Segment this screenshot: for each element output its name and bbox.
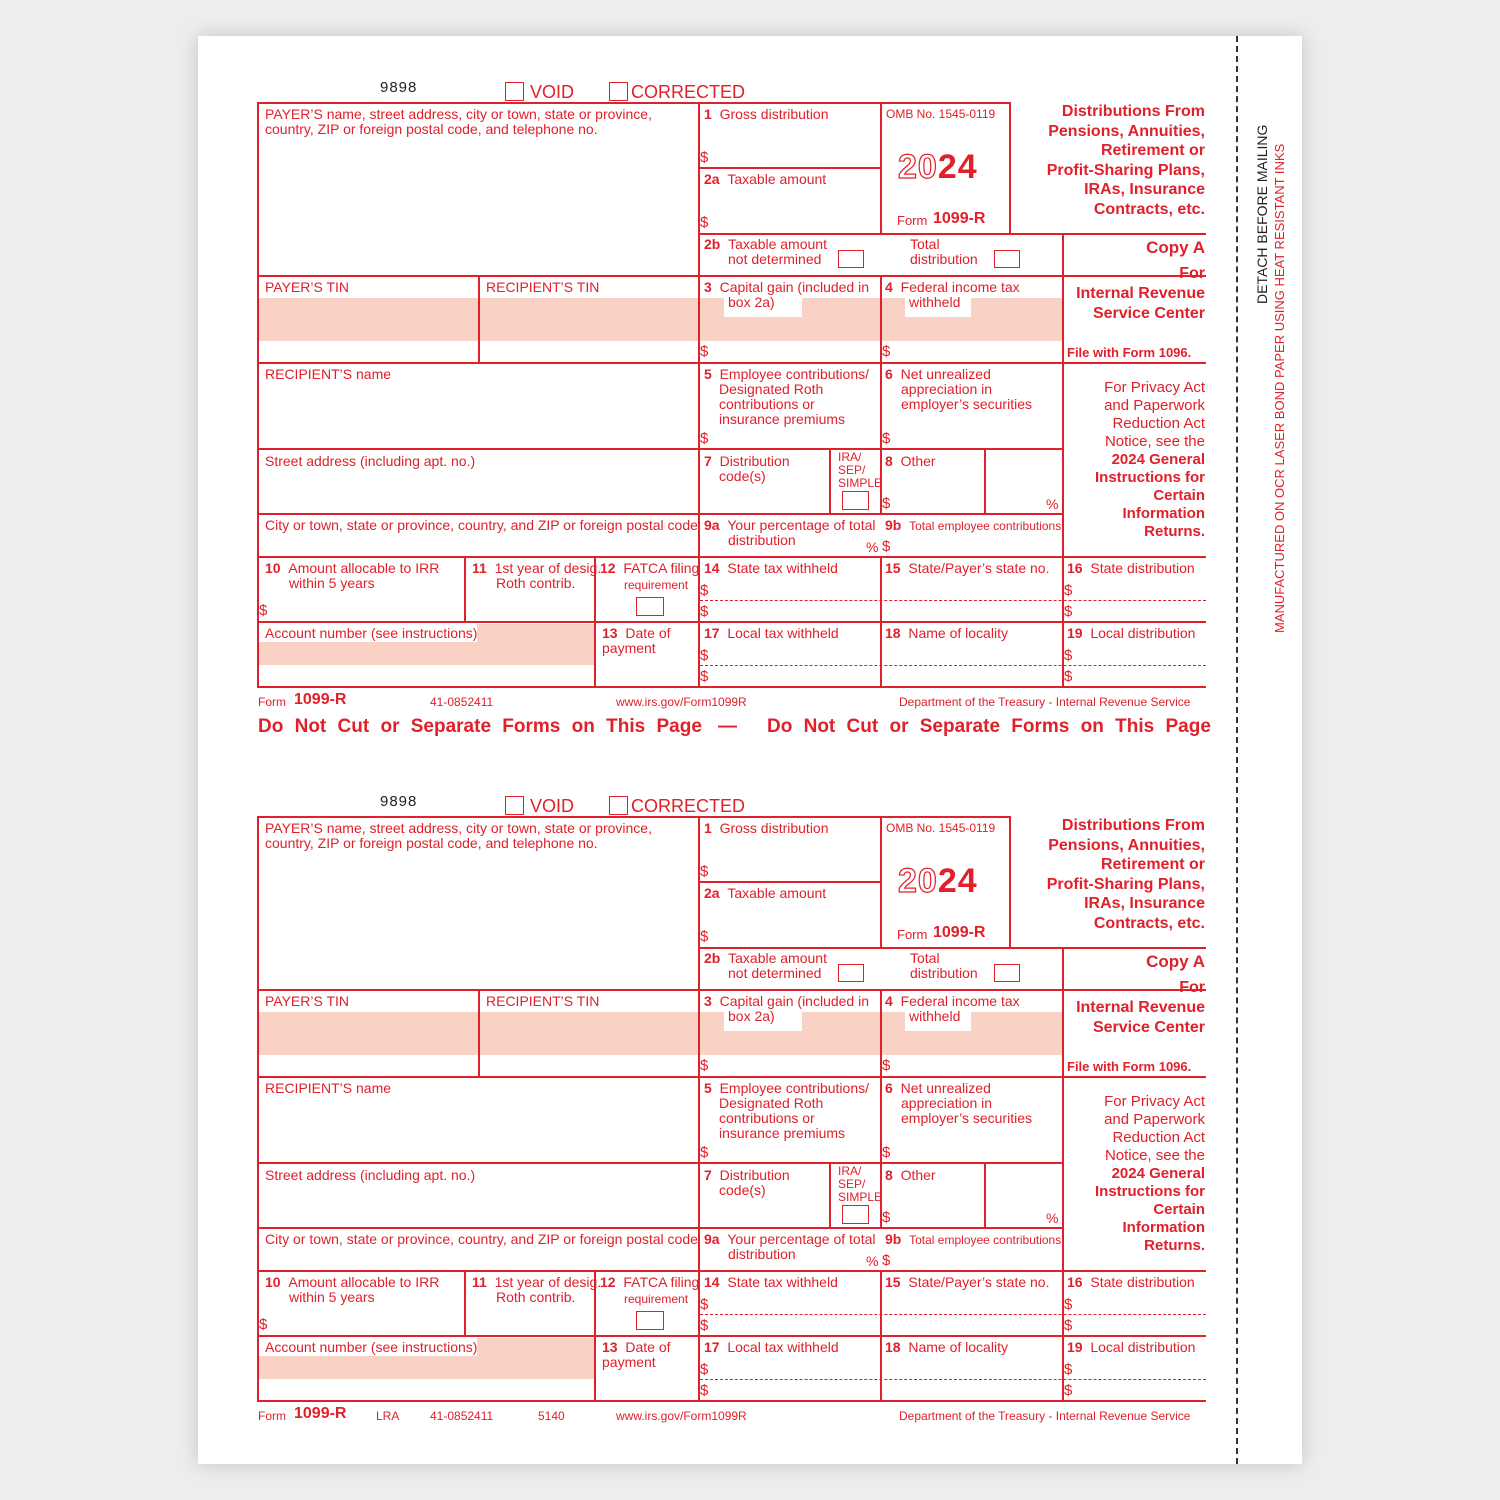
street-address-label: Street address (including apt. no.) bbox=[265, 1167, 476, 1183]
box3-label: 3 Capital gain (included in box 2a) bbox=[704, 993, 870, 1024]
total-distribution-checkbox[interactable] bbox=[994, 250, 1020, 268]
box16-label: 16 State distribution bbox=[1067, 560, 1195, 576]
separator-dash: — bbox=[718, 716, 737, 737]
box12-label-2: requirement bbox=[624, 1292, 689, 1306]
recipient-tin-label: RECIPIENT’S TIN bbox=[486, 993, 600, 1009]
box2b-label: 2b Taxable amount not determined bbox=[704, 950, 827, 981]
box5-label: 5 Employee contributions/ Designated Roth contributions or insurance premiums bbox=[704, 1080, 869, 1141]
box15-label: 15 State/Payer’s state no. bbox=[885, 1274, 1050, 1290]
recipient-tin-label: RECIPIENT’S TIN bbox=[486, 279, 600, 295]
box19-label: 19 Local distribution bbox=[1067, 1339, 1196, 1355]
city-label: City or town, state or province, country, and ZIP or foreign postal code bbox=[265, 517, 698, 533]
box14-dollar-1: $ bbox=[700, 582, 709, 599]
payer-tin-label: PAYER’S TIN bbox=[265, 279, 350, 295]
box14-dollar-2: $ bbox=[700, 603, 709, 620]
box6-dollar: $ bbox=[882, 1144, 891, 1161]
box2b-checkbox[interactable] bbox=[838, 250, 864, 268]
file-with: File with Form 1096. bbox=[1067, 1059, 1192, 1074]
box10-dollar: $ bbox=[259, 602, 268, 619]
box3-label: 3 Capital gain (included in box 2a) bbox=[704, 279, 870, 310]
box8-percent: % bbox=[1046, 496, 1059, 512]
box4-label: 4 Federal income tax withheld bbox=[885, 993, 1020, 1024]
void-label: VOID bbox=[530, 82, 575, 102]
box12-label: 12 FATCA filing bbox=[600, 1274, 700, 1290]
account-number-label: Account number (see instructions) bbox=[265, 1339, 478, 1355]
box13-label: 13 Date of payment bbox=[602, 1339, 671, 1370]
box12-label: 12 FATCA filing bbox=[600, 560, 700, 576]
total-distribution-checkbox[interactable] bbox=[994, 964, 1020, 982]
copy-for: For bbox=[1179, 265, 1205, 282]
perforation-line bbox=[1236, 36, 1238, 1464]
file-with: File with Form 1096. bbox=[1067, 345, 1192, 360]
box9b-dollar: $ bbox=[882, 538, 891, 555]
box19-dollar-2: $ bbox=[1064, 1382, 1073, 1399]
box2a-label: 2a Taxable amount bbox=[704, 171, 827, 187]
box7-label: 7 Distribution code(s) bbox=[704, 453, 790, 484]
box19-dollar-2: $ bbox=[1064, 668, 1073, 685]
copy-irs: Internal Revenue Service Center bbox=[1076, 999, 1205, 1036]
form-word: Form bbox=[897, 213, 928, 228]
box8-label: 8 Other bbox=[885, 1167, 936, 1183]
copy-a-label: Copy A bbox=[1146, 952, 1205, 971]
box9b-label: 9b Total employee contributions bbox=[885, 1231, 1062, 1247]
copy-a-label: Copy A bbox=[1146, 238, 1205, 257]
payer-label: PAYER’S name, street address, city or town, state or province, country, ZIP or foreign postal code, and telephone no. bbox=[265, 820, 652, 851]
box3-dollar: $ bbox=[700, 343, 709, 360]
corrected-label: CORRECTED bbox=[631, 82, 746, 102]
footer-lra: LRA bbox=[376, 1409, 400, 1423]
box19-dollar-1: $ bbox=[1064, 1361, 1073, 1378]
form-name: 1099-R bbox=[933, 924, 986, 941]
box13-label: 13 Date of payment bbox=[602, 625, 671, 656]
payer-label: PAYER’S name, street address, city or town, state or province, country, ZIP or foreign postal code, and telephone no. bbox=[265, 106, 652, 137]
box16-dollar-2: $ bbox=[1064, 1317, 1073, 1334]
total-distribution-label: Total distribution bbox=[910, 236, 978, 267]
fatca-checkbox[interactable] bbox=[636, 597, 664, 616]
box2a-dollar: $ bbox=[700, 928, 709, 945]
footer-cat: 5140 bbox=[538, 1409, 565, 1423]
total-distribution-label: Total distribution bbox=[910, 950, 978, 981]
box9a-label: 9a Your percentage of total distribution bbox=[704, 517, 876, 548]
box4-dollar: $ bbox=[882, 1057, 891, 1074]
footer-form-word: Form bbox=[258, 695, 286, 709]
box19-dollar-1: $ bbox=[1064, 647, 1073, 664]
box5-label: 5 Employee contributions/ Designated Roth contributions or insurance premiums bbox=[704, 366, 869, 427]
ira-sep-simple-label: IRA/ SEP/ SIMPLE bbox=[838, 1164, 883, 1204]
box14-dollar-1: $ bbox=[700, 1296, 709, 1313]
privacy-notice: For Privacy Act and Paperwork Reduction Act Notice, see the 2024 General Instructions for Certain Information Returns. bbox=[1094, 379, 1205, 540]
corrected-checkbox[interactable] bbox=[609, 82, 628, 101]
box9a-percent: % bbox=[866, 1253, 879, 1269]
box17-dollar-2: $ bbox=[700, 1382, 709, 1399]
box19-label: 19 Local distribution bbox=[1067, 625, 1196, 641]
box10-label: 10 Amount allocable to IRR within 5 years bbox=[265, 1274, 440, 1305]
footer-dept: Department of the Treasury - Internal Revenue Service bbox=[899, 695, 1191, 709]
city-label: City or town, state or province, country, and ZIP or foreign postal code bbox=[265, 1231, 698, 1247]
box15-label: 15 State/Payer’s state no. bbox=[885, 560, 1050, 576]
box2a-label: 2a Taxable amount bbox=[704, 885, 827, 901]
box17-dollar-1: $ bbox=[700, 647, 709, 664]
footer-form-word: Form bbox=[258, 1409, 286, 1423]
box1-label: 1 Gross distribution bbox=[704, 106, 829, 122]
copy-for: For bbox=[1179, 979, 1205, 996]
box14-dollar-2: $ bbox=[700, 1317, 709, 1334]
box6-label: 6 Net unrealized appreciation in employer’s securities bbox=[885, 1080, 1032, 1126]
box14-label: 14 State tax withheld bbox=[704, 560, 838, 576]
box5-dollar: $ bbox=[700, 1144, 709, 1161]
box6-label: 6 Net unrealized appreciation in employer’s securities bbox=[885, 366, 1032, 412]
box16-dollar-2: $ bbox=[1064, 603, 1073, 620]
footer-dept: Department of the Treasury - Internal Revenue Service bbox=[899, 1409, 1191, 1423]
box16-dollar-1: $ bbox=[1064, 1296, 1073, 1313]
recipient-name-label: RECIPIENT’S name bbox=[265, 1080, 392, 1096]
box2b-checkbox[interactable] bbox=[838, 964, 864, 982]
box12-label-2: requirement bbox=[624, 578, 689, 592]
copy-irs: Internal Revenue Service Center bbox=[1076, 285, 1205, 322]
footer-url: www.irs.gov/Form1099R bbox=[616, 695, 747, 709]
box17-dollar-1: $ bbox=[700, 1361, 709, 1378]
void-label: VOID bbox=[530, 796, 575, 816]
box1-dollar: $ bbox=[700, 863, 709, 880]
box9b-label: 9b Total employee contributions bbox=[885, 517, 1062, 533]
form-name: 1099-R bbox=[933, 210, 986, 227]
payer-tin-label: PAYER’S TIN bbox=[265, 993, 350, 1009]
box4-dollar: $ bbox=[882, 343, 891, 360]
footer-form-name: 1099-R bbox=[294, 691, 347, 708]
box9a-percent: % bbox=[866, 539, 879, 555]
box17-dollar-2: $ bbox=[700, 668, 709, 685]
separator-left: Do Not Cut or Separate Forms on This Page bbox=[258, 716, 702, 737]
box16-label: 16 State distribution bbox=[1067, 1274, 1195, 1290]
box18-label: 18 Name of locality bbox=[885, 625, 1008, 641]
footer-ein: 41-0852411 bbox=[430, 1409, 494, 1423]
box17-label: 17 Local tax withheld bbox=[704, 625, 839, 641]
form-code: 9898 bbox=[380, 79, 418, 96]
box8-dollar: $ bbox=[882, 495, 891, 512]
street-address-label: Street address (including apt. no.) bbox=[265, 453, 476, 469]
box5-dollar: $ bbox=[700, 430, 709, 447]
box17-label: 17 Local tax withheld bbox=[704, 1339, 839, 1355]
void-checkbox[interactable] bbox=[505, 796, 524, 815]
recipient-name-label: RECIPIENT’S name bbox=[265, 366, 392, 382]
detach-before-mailing-text: DETACH BEFORE MAILING bbox=[1254, 124, 1270, 304]
ira-sep-simple-checkbox[interactable] bbox=[842, 491, 869, 510]
box4-label: 4 Federal income tax withheld bbox=[885, 279, 1020, 310]
omb-number: OMB No. 1545-0119 bbox=[886, 821, 996, 835]
box14-label: 14 State tax withheld bbox=[704, 1274, 838, 1290]
tax-year: 2024 bbox=[898, 148, 978, 186]
box10-dollar: $ bbox=[259, 1316, 268, 1333]
box7-label: 7 Distribution code(s) bbox=[704, 1167, 790, 1198]
footer-url: www.irs.gov/Form1099R bbox=[616, 1409, 747, 1423]
footer-ein: 41-0852411 bbox=[430, 695, 494, 709]
box9a-label: 9a Your percentage of total distribution bbox=[704, 1231, 876, 1262]
manufactured-note: MANUFACTURED ON OCR LASER BOND PAPER USING HEAT RESISTANT INKS bbox=[1272, 143, 1287, 633]
form-title: Distributions From Pensions, Annuities, Retirement or Profit-Sharing Plans, IRAs, Insurance Contracts, etc. bbox=[1046, 817, 1205, 932]
fatca-checkbox[interactable] bbox=[636, 1311, 664, 1330]
tax-year: 2024 bbox=[898, 862, 978, 900]
omb-number: OMB No. 1545-0119 bbox=[886, 107, 996, 121]
form-title: Distributions From Pensions, Annuities, Retirement or Profit-Sharing Plans, IRAs, Insurance Contracts, etc. bbox=[1046, 103, 1205, 218]
box11-label: 11 1st year of desig. Roth contrib. bbox=[472, 560, 602, 591]
box3-dollar: $ bbox=[700, 1057, 709, 1074]
corrected-checkbox[interactable] bbox=[609, 796, 628, 815]
corrected-label: CORRECTED bbox=[631, 796, 746, 816]
box1-label: 1 Gross distribution bbox=[704, 820, 829, 836]
form-word: Form bbox=[897, 927, 928, 942]
box6-dollar: $ bbox=[882, 430, 891, 447]
box2a-dollar: $ bbox=[700, 214, 709, 231]
privacy-notice: For Privacy Act and Paperwork Reduction Act Notice, see the 2024 General Instructions for Certain Information Returns. bbox=[1094, 1093, 1205, 1254]
separator-right: Do Not Cut or Separate Forms on This Page bbox=[767, 716, 1211, 737]
box1-dollar: $ bbox=[700, 149, 709, 166]
box16-dollar-1: $ bbox=[1064, 582, 1073, 599]
box10-label: 10 Amount allocable to IRR within 5 years bbox=[265, 560, 440, 591]
ira-sep-simple-checkbox[interactable] bbox=[842, 1205, 869, 1224]
box9b-dollar: $ bbox=[882, 1252, 891, 1269]
box8-percent: % bbox=[1046, 1210, 1059, 1226]
footer-form-name: 1099-R bbox=[294, 1405, 347, 1422]
ira-sep-simple-label: IRA/ SEP/ SIMPLE bbox=[838, 450, 883, 490]
box11-label: 11 1st year of desig. Roth contrib. bbox=[472, 1274, 602, 1305]
box8-label: 8 Other bbox=[885, 453, 936, 469]
account-number-label: Account number (see instructions) bbox=[265, 625, 478, 641]
form-code: 9898 bbox=[380, 793, 418, 810]
void-checkbox[interactable] bbox=[505, 82, 524, 101]
box8-dollar: $ bbox=[882, 1209, 891, 1226]
box18-label: 18 Name of locality bbox=[885, 1339, 1008, 1355]
box2b-label: 2b Taxable amount not determined bbox=[704, 236, 827, 267]
